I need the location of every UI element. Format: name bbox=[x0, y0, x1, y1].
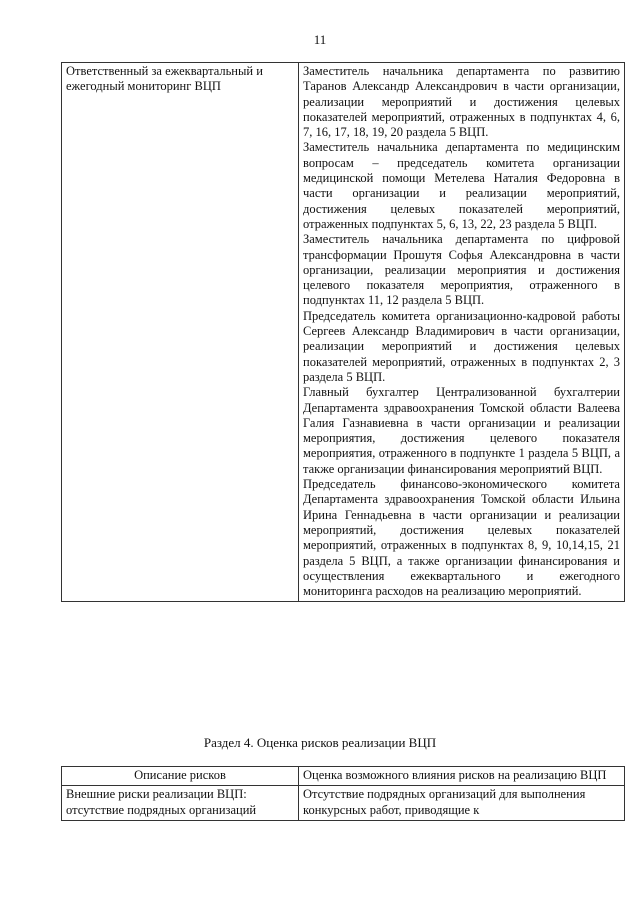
responsible-person-paragraph: Главный бухгалтер Централизованной бухгалтерии Департамента здравоохранения Томской области Валеева Галия Газнавиевна в части организации и реализации мероприятия, достижения целевого показателя мероприятия, отраженного в подпункте 1 раздела 5 ВЦП, а также организации финансирования мероприятий ВЦП. bbox=[303, 385, 620, 476]
risk-assessment-table bbox=[61, 766, 625, 821]
risk-impact-cell: Отсутствие подрядных организаций для выполнения конкурсных работ, приводящие к bbox=[299, 786, 625, 821]
risk-impact-header: Оценка возможного влияния рисков на реализацию ВЦП bbox=[299, 767, 625, 786]
risk-description-header: Описание рисков bbox=[62, 767, 299, 786]
risk-description-cell: Внешние риски реализации ВЦП: отсутствие подрядных организаций bbox=[62, 786, 299, 821]
responsible-person-paragraph: Председатель комитета организационно-кадровой работы Сергеев Александр Владимирович в части организации, реализации мероприятий и достижения целевых показателей мероприятий, отраженных в подпунктах 2, 3 раздела 5 ВЦП. bbox=[303, 308, 620, 384]
table-header-row bbox=[62, 767, 625, 786]
table-row bbox=[62, 63, 625, 602]
responsible-person-paragraph: Заместитель начальника департамента по медицинским вопросам – председатель комитета организации медицинской помощи Метелева Наталия Федоровна в части организации и реализации мероприятий, достижения целевых показателей мероприятий, отраженных подпунктах 5, 6, 13, 22, 23 раздела 5 ВЦП. bbox=[303, 140, 620, 231]
responsible-person-paragraph: Председатель финансово-экономического комитета Департамента здравоохранения Томской области Ильина Ирина Геннадьевна в части организации и реализации мероприятий, достижения целевых показателей мероприятий, отраженных в подпунктах 8, 9, 10,14,15, 21 раздела 5 ВЦП, а также организации финансирования и осуществления ежеквартального и ежегодного мониторинга расходов на реализацию мероприятий. bbox=[303, 477, 620, 599]
responsible-person-paragraph: Заместитель начальника департамента по развитию Таранов Александр Александрович в части организации, реализации мероприятий и достижения целевых показателей мероприятий, отраженных в подпунктах 4, 6, 7, 16, 17, 18, 19, 20 раздела 5 ВЦП. bbox=[303, 64, 620, 140]
responsible-persons-cell bbox=[299, 63, 625, 602]
table-row bbox=[62, 786, 625, 821]
responsible-label-cell: Ответственный за ежеквартальный и ежегодный мониторинг ВЦП bbox=[62, 63, 299, 602]
monitoring-responsibility-table bbox=[61, 62, 625, 602]
section-heading: Раздел 4. Оценка рисков реализации ВЦП bbox=[203, 735, 437, 750]
page-number: 11 bbox=[313, 32, 327, 47]
responsible-person-paragraph: Заместитель начальника департамента по цифровой трансформации Прошутя Софья Александровна в части организации, реализации мероприятия и достижения целевого показателя мероприятия, отраженного в подпунктах 11, 12 раздела 5 ВЦП. bbox=[303, 232, 620, 308]
